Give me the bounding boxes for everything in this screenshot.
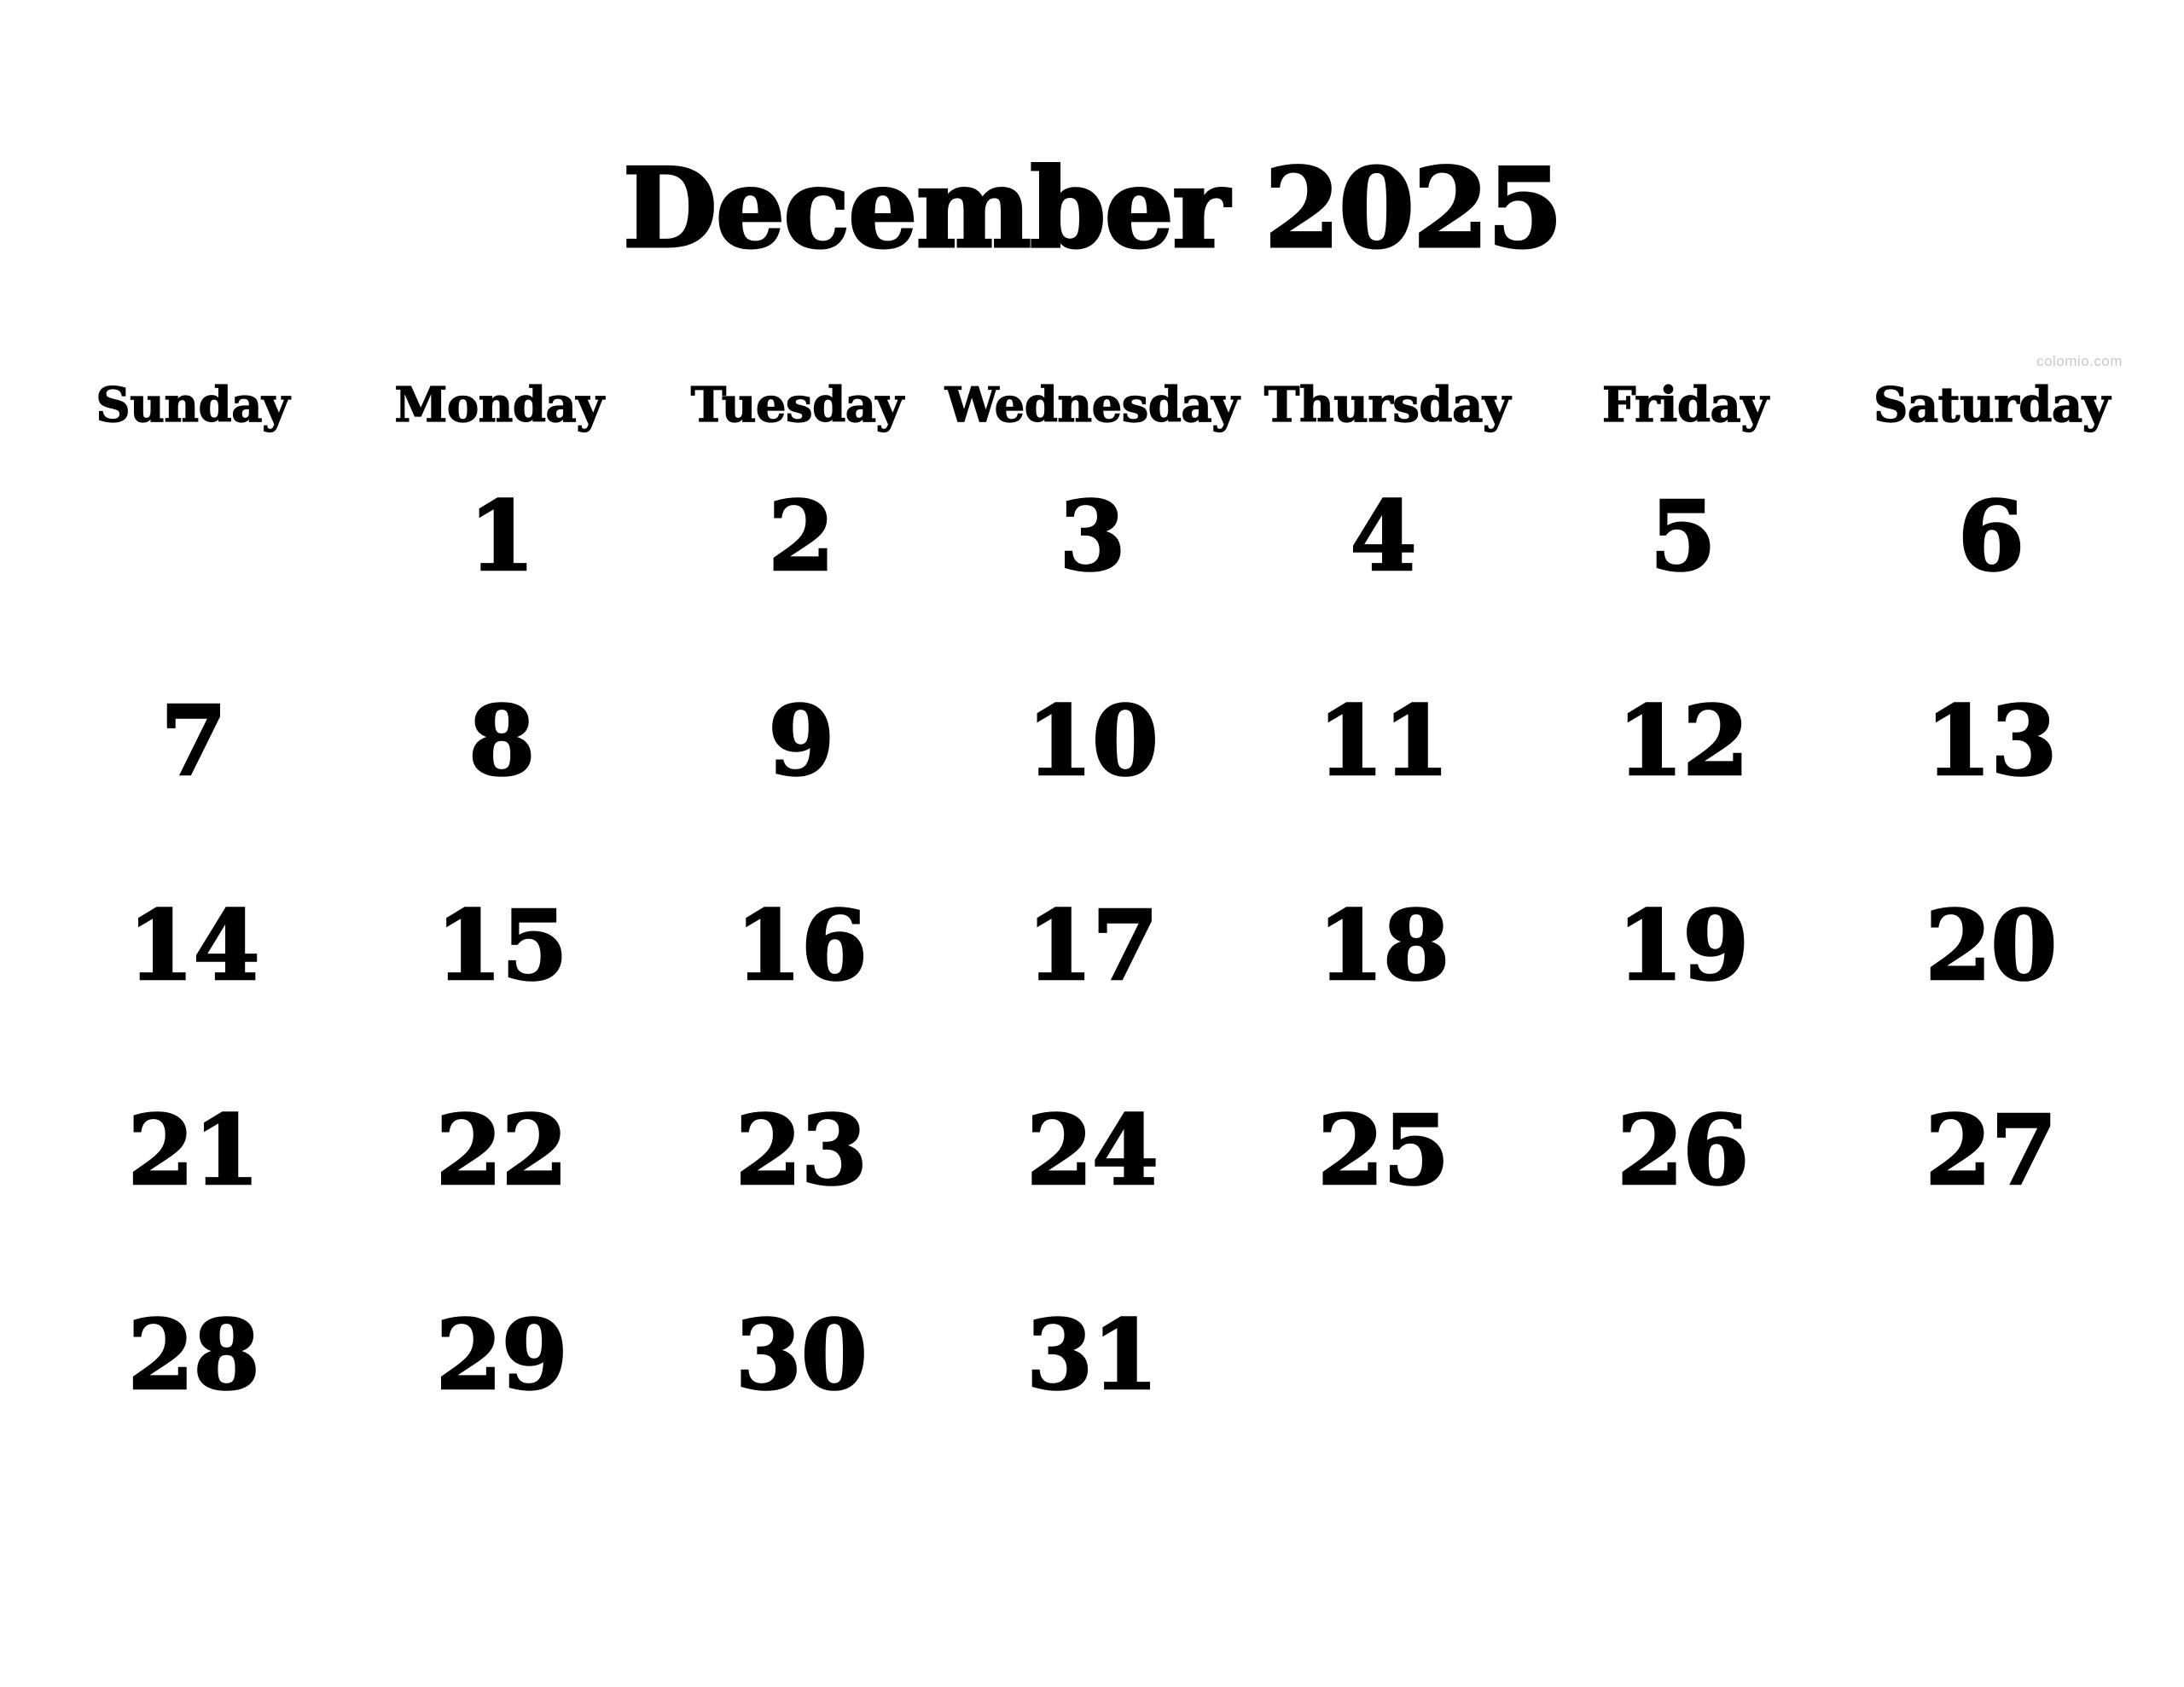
- day-cell: 29: [435, 1300, 567, 1412]
- day-cell: 13: [1925, 686, 2057, 797]
- day-cell: 11: [1317, 686, 1449, 797]
- day-cell: [1234, 1254, 1525, 1458]
- calendar-week-row: [51, 435, 2133, 640]
- weekday-header-wednesday: Wednesday: [944, 377, 1240, 433]
- weekday-header-thursday: Thursday: [1263, 377, 1510, 433]
- day-cell: 14: [127, 890, 259, 1002]
- day-cell: 30: [735, 1300, 867, 1412]
- weekday-header-sunday: Sunday: [96, 377, 290, 433]
- watermark-label: colomio.com: [2036, 353, 2123, 369]
- day-cell: 15: [435, 890, 567, 1002]
- day-cell: 19: [1617, 890, 1749, 1002]
- day-cell: 4: [1350, 481, 1416, 593]
- day-cell: 12: [1617, 686, 1749, 797]
- calendar-grid: [51, 375, 2133, 1458]
- calendar-week-row: [51, 640, 2133, 844]
- day-cell: 16: [735, 890, 867, 1002]
- calendar-week-row: [51, 844, 2133, 1049]
- day-cell: 10: [1026, 686, 1158, 797]
- day-cell: 27: [1925, 1095, 2057, 1207]
- day-cell: 6: [1957, 481, 2024, 593]
- day-cell: 17: [1026, 890, 1158, 1002]
- day-cell: 7: [160, 686, 227, 797]
- calendar-week-row: [51, 1049, 2133, 1254]
- day-cell: 9: [768, 686, 834, 797]
- day-cell: 31: [1026, 1300, 1158, 1412]
- day-cell: [51, 435, 359, 640]
- weekday-header-friday: Friday: [1601, 377, 1769, 433]
- calendar-week-row: [51, 1254, 2133, 1458]
- day-cell: [1825, 1254, 2133, 1458]
- page-title: December 2025: [622, 145, 1562, 273]
- day-cell: 3: [1059, 481, 1125, 593]
- day-cell: 23: [735, 1095, 867, 1207]
- day-cell: 21: [127, 1095, 259, 1207]
- day-cell: 28: [127, 1300, 259, 1412]
- day-cell: 25: [1317, 1095, 1449, 1207]
- weekday-header-tuesday: Tuesday: [690, 377, 903, 433]
- day-cell: 22: [435, 1095, 567, 1207]
- day-cell: 2: [768, 481, 834, 593]
- day-cell: 20: [1925, 890, 2057, 1002]
- day-cell: [1525, 1254, 1825, 1458]
- day-cell: 24: [1026, 1095, 1158, 1207]
- day-cell: 18: [1317, 890, 1449, 1002]
- weekday-header-saturday: Saturday: [1873, 377, 2110, 433]
- day-cell: 1: [468, 481, 535, 593]
- day-cell: 26: [1617, 1095, 1749, 1207]
- day-cell: 5: [1649, 481, 1716, 593]
- day-cell: 8: [468, 686, 535, 797]
- weekday-header-monday: Monday: [394, 377, 604, 433]
- weekday-header-row: [51, 375, 2133, 435]
